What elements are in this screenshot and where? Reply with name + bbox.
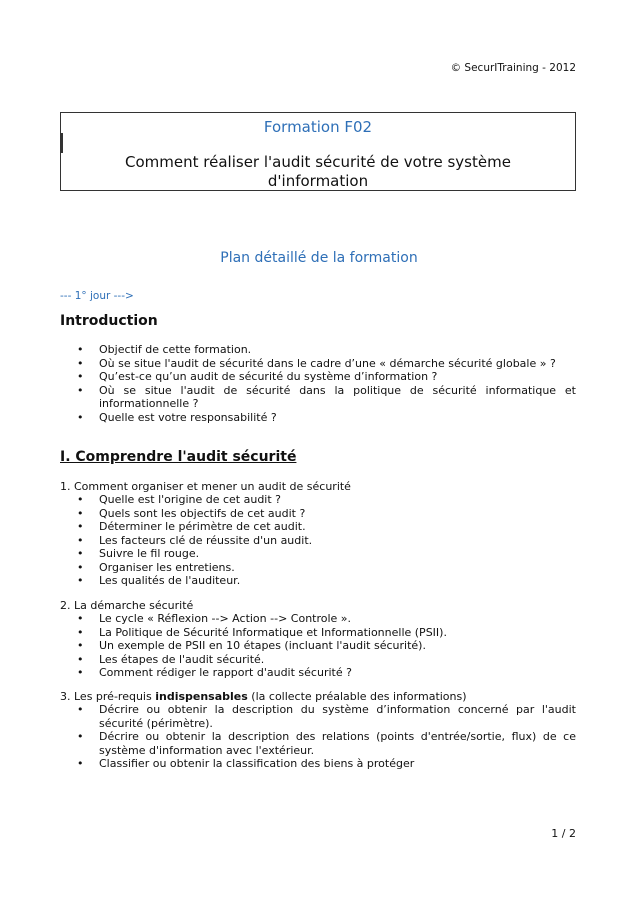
list-item (60, 612, 576, 626)
list-item-text: Où se situe l'audit de sécurité dans le cadre d’une « démarche sécurité globale » ? (99, 356, 556, 370)
list-item (60, 757, 576, 771)
section-heading: I. Comprendre l'audit sécurité (60, 449, 297, 465)
day-marker: --- 1° jour ---> (60, 290, 134, 302)
bullet-icon: • (77, 410, 84, 424)
list-item (60, 666, 576, 680)
bullet-icon: • (77, 520, 84, 533)
subsection-title-prefix: 3. Les pré-requis (60, 690, 156, 703)
bullet-icon: • (77, 370, 84, 383)
bullet-icon: • (77, 757, 84, 770)
bullet-icon: • (77, 547, 84, 560)
bullet-icon: • (77, 666, 84, 679)
list-item-text: Un exemple de PSII en 10 étapes (incluant l'audit sécurité). (99, 639, 426, 652)
list-item (60, 653, 576, 667)
subsection-2-list (60, 612, 576, 680)
course-name-title: Comment réaliser l'audit sécurité de votre système d'information (125, 153, 511, 190)
plan-title: Plan détaillé de la formation (220, 250, 418, 266)
subsection-3-list (60, 703, 576, 771)
list-item (60, 493, 576, 507)
introduction-heading: Introduction (60, 313, 158, 329)
list-item (60, 703, 576, 730)
list-item (60, 507, 576, 521)
list-item (60, 357, 576, 371)
list-item-text: Les facteurs clé de réussite d'un audit. (99, 533, 313, 547)
list-item-text: Les étapes de l'audit sécurité. (99, 652, 265, 666)
bullet-icon: • (77, 652, 84, 666)
list-item-text: La Politique de Sécurité Informatique et Informationnelle (PSII). (99, 625, 447, 639)
list-item-text: Qu’est-ce qu’un audit de sécurité du système d’information ? (99, 370, 438, 383)
bullet-icon: • (77, 703, 84, 716)
list-item (60, 639, 576, 653)
list-item (60, 574, 576, 588)
bullet-icon: • (77, 343, 84, 356)
list-item-text: Comment rédiger le rapport d'audit sécurité ? (99, 666, 352, 679)
bullet-icon: • (77, 533, 84, 547)
list-item-text: Où se situe l'audit de sécurité dans la politique de sécurité informatique et informationnelle ? (99, 383, 576, 410)
list-item-text: Objectif de cette formation. (99, 343, 252, 356)
bullet-icon: • (77, 506, 84, 520)
bullet-icon: • (77, 493, 84, 506)
list-item-text: Organiser les entretiens. (99, 560, 235, 574)
list-item-text: Quels sont les objectifs de cet audit ? (99, 506, 306, 520)
subsection-title: 2. La démarche sécurité (60, 599, 194, 612)
bullet-icon: • (77, 612, 84, 625)
subsection-title (60, 690, 467, 704)
list-item (60, 547, 576, 561)
list-item-text: Les qualités de l'auditeur. (99, 574, 241, 587)
list-item-text: Quelle est l'origine de cet audit ? (99, 493, 282, 506)
bullet-icon: • (77, 730, 84, 743)
bullet-icon: • (77, 356, 84, 370)
list-item (60, 520, 576, 534)
list-item (60, 626, 576, 640)
copyright-notice: © SecurITraining - 2012 (450, 62, 576, 74)
list-item-text: Classifier ou obtenir la classification des biens à protéger (99, 757, 415, 770)
introduction-list (60, 343, 576, 424)
list-item (60, 411, 576, 425)
list-item (60, 730, 576, 757)
list-item-text: Déterminer le périmètre de cet audit. (99, 520, 306, 533)
bullet-icon: • (77, 560, 84, 574)
page-number: 1 / 2 (551, 827, 576, 840)
list-item (60, 534, 576, 548)
subsection-title-emphasis: indispensables (155, 690, 248, 703)
list-item (60, 343, 576, 357)
bullet-icon: • (77, 574, 84, 587)
list-item-text: Décrire ou obtenir la description du système d’information concerné par l'audit sécurité (périmètre). (99, 703, 576, 730)
bullet-icon: • (77, 625, 84, 639)
course-code-title: Formation F02 (263, 118, 373, 136)
list-item (60, 370, 576, 384)
subsection-title-suffix: (la collecte préalable des informations) (247, 690, 467, 703)
list-item (60, 561, 576, 575)
bullet-icon: • (77, 383, 84, 397)
list-item-text: Le cycle « Réflexion --> Action --> Controle ». (99, 612, 352, 625)
list-item-text: Décrire ou obtenir la description des relations (points d'entrée/sortie, flux) de ce système d'information avec l'extérieur. (99, 730, 576, 757)
list-item-text: Suivre le fil rouge. (99, 547, 200, 560)
subsection-title: 1. Comment organiser et mener un audit de sécurité (60, 480, 351, 493)
bullet-icon: • (77, 639, 84, 652)
list-item (60, 384, 576, 411)
list-item-text: Quelle est votre responsabilité ? (99, 410, 277, 424)
title-box (60, 112, 576, 191)
title-box-edge-mark (60, 133, 63, 153)
subsection-1-list (60, 493, 576, 588)
